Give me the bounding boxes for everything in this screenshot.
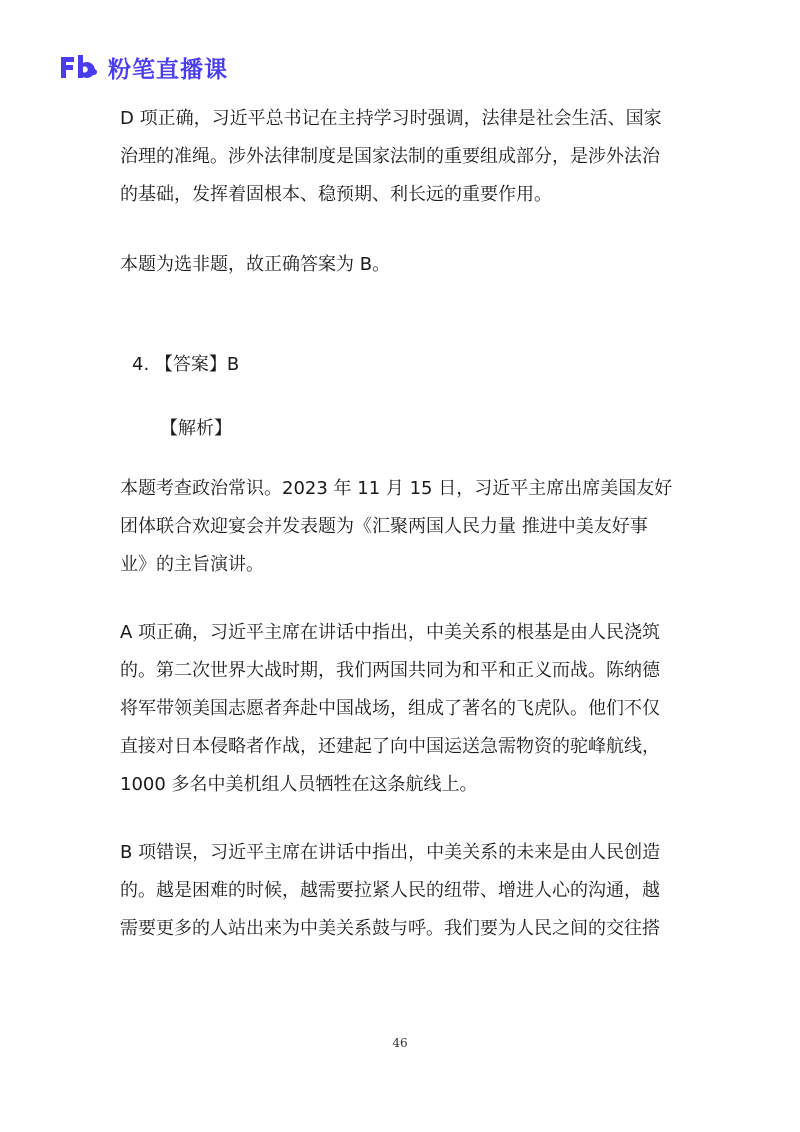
paragraph-option-d: [120, 100, 680, 214]
text-line: 本题考查政治常识。2023 年 11 月 15 日，习近平主席出席美国友好: [120, 478, 673, 499]
text-line: 需要更多的人站出来为中美关系鼓与呼。我们要为人民之间的交往搭: [120, 918, 660, 939]
text-line: 业》的主旨演讲。: [120, 554, 264, 575]
paragraph-option-a: [120, 614, 680, 804]
page-number: 46: [392, 1036, 408, 1050]
text-line: 的。越是困难的时候，越需要拉紧人民的纽带、增进人心的沟通，越: [120, 880, 660, 901]
text-line: 治理的准绳。涉外法律制度是国家法制的重要组成部分，是涉外法治: [120, 146, 660, 167]
text-line: 1000 多名中美机组人员牺牲在这条航线上。: [120, 774, 478, 795]
text-line: A 项正确，习近平主席在讲话中指出，中美关系的根基是由人民浇筑: [120, 622, 661, 643]
paragraph-intro: [120, 470, 680, 584]
text-line: 的基础，发挥着固根本、稳预期、利长远的重要作用。: [120, 184, 552, 205]
paragraph-conclusion: [120, 246, 680, 284]
fb-logo-icon: [58, 52, 102, 82]
text-line: 本题为选非题，故正确答案为 B。: [120, 254, 391, 275]
text-line: 直接对日本侵略者作战，还建起了向中国运送急需物资的驼峰航线，: [120, 736, 660, 757]
text-line: 将军带领美国志愿者奔赴中国战场，组成了著名的飞虎队。他们不仅: [120, 698, 660, 719]
text-line: 团体联合欢迎宴会并发表题为《汇聚两国人民力量 推进中美友好事: [120, 516, 648, 537]
analysis-label: 【解析】: [160, 418, 232, 439]
text-line: 的。第二次世界大战时期，我们两国共同为和平和正义而战。陈纳德: [120, 660, 660, 681]
logo-text: 粉笔直播课: [108, 56, 228, 83]
question-4-answer: 4. 【答案】B: [132, 354, 240, 375]
paragraph-option-b: [120, 834, 680, 948]
header: [58, 50, 228, 84]
text-line: B 项错误，习近平主席在讲话中指出，中美关系的未来是由人民创造: [120, 842, 661, 863]
text-line: D 项正确，习近平总书记在主持学习时强调，法律是社会生活、国家: [120, 108, 662, 129]
